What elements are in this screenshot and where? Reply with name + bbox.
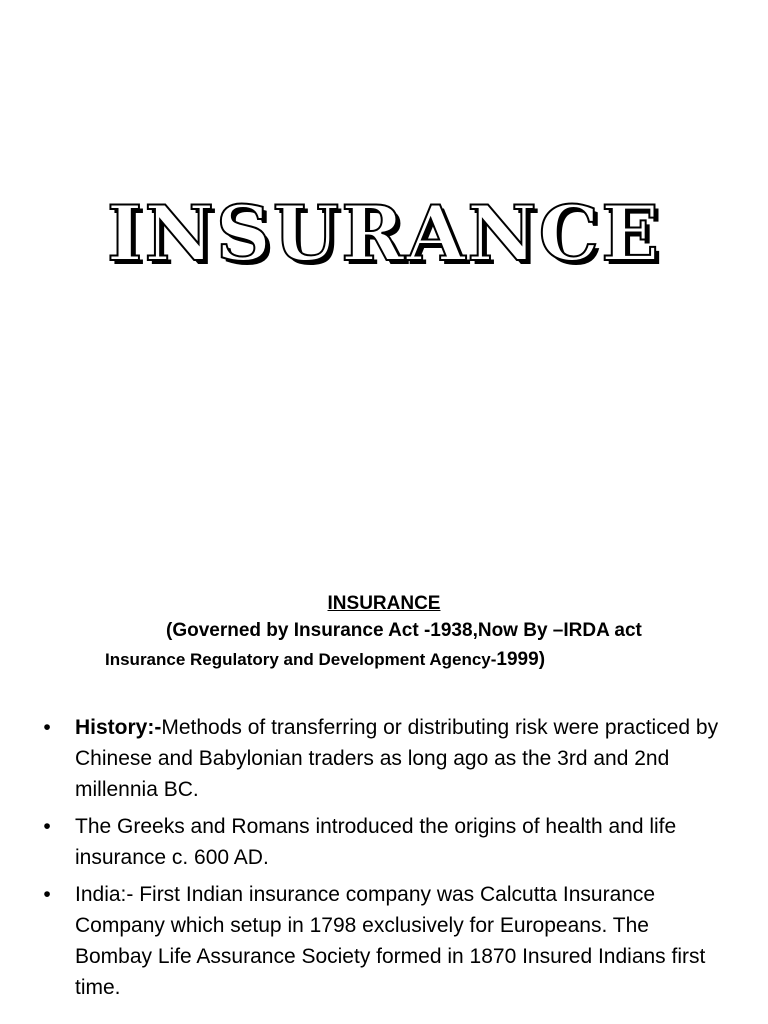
section-heading: INSURANCE <box>327 593 441 614</box>
content-slide <box>0 512 768 1024</box>
bullet-icon: • <box>43 716 51 739</box>
governed-by-line: (Governed by Insurance Act -1938,Now By –IRDA act <box>166 620 642 641</box>
bullet-text: The Greeks and Romans introduced the origins of health and life insurance c. 600 AD. <box>75 815 677 869</box>
bullet-text: Methods of transferring or distributing risk were practiced by Chinese and Babylonian traders as long ago as the 3rd and 2nd millennia BC. <box>75 716 719 801</box>
bullet-label: History:- <box>75 716 162 739</box>
bullet-text: India:- First Indian insurance company was Calcutta Insurance Company which setup in 1798 exclusively for Europeans. The Bombay Life Assurance Society formed in 1870 Insured Indians first time. <box>75 883 706 999</box>
slide-title: INSURANCE <box>106 189 662 278</box>
bullet-greeks-romans <box>40 811 730 873</box>
agency-year: 1999) <box>496 649 546 670</box>
bullet-list <box>40 712 730 1009</box>
bullet-history <box>40 712 730 805</box>
agency-line <box>105 645 768 674</box>
agency-name: Insurance Regulatory and Development Agency- <box>105 650 497 669</box>
bullet-icon: • <box>43 815 51 838</box>
bullet-icon: • <box>43 883 51 906</box>
heading-block <box>0 592 768 674</box>
bullet-india <box>40 879 730 1003</box>
